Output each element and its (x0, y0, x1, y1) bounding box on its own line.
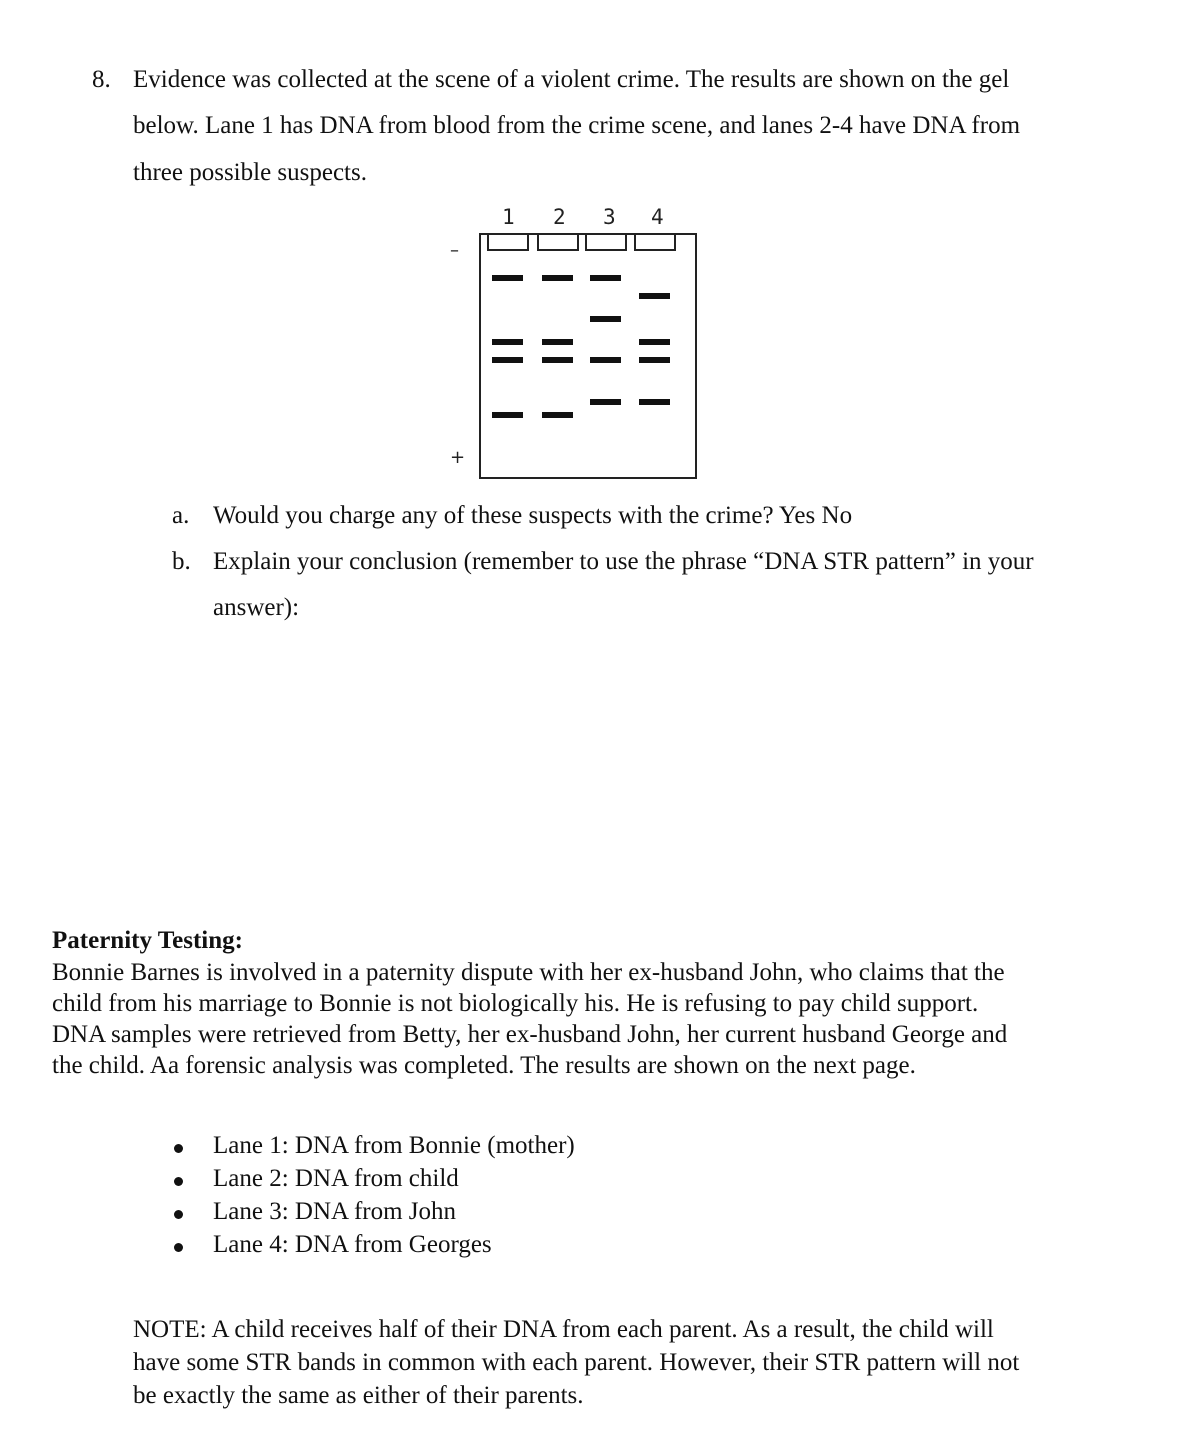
gel-band-lane-1 (492, 339, 523, 345)
positive-electrode-label: + (450, 447, 466, 468)
gel-band-lane-3 (590, 399, 621, 405)
gel-band-lane-1 (492, 412, 523, 418)
bullet-marker (174, 1210, 183, 1219)
lane-label-1: 1 (502, 205, 515, 229)
subquestion-b-line-1: Explain your conclusion (remember to use the phrase “DNA STR pattern” in your (213, 548, 1034, 575)
paternity-line-3: DNA samples were retrieved from Betty, her ex-husband John, her current husband George and (52, 1021, 1008, 1048)
note-line-2: have some STR bands in common with each parent. However, their STR pattern will not (133, 1349, 1020, 1376)
question-line-1: Evidence was collected at the scene of a violent crime. The results are shown on the gel (133, 66, 1010, 93)
gel-band-lane-4 (639, 293, 670, 299)
gel-band-lane-2 (542, 357, 573, 363)
gel-well-1 (487, 235, 529, 251)
subquestion-a-text: Would you charge any of these suspects with the crime? Yes No (213, 502, 853, 529)
gel-band-lane-1 (492, 275, 523, 281)
question-line-2: below. Lane 1 has DNA from blood from the crime scene, and lanes 2-4 have DNA from (133, 112, 1021, 139)
gel-well-2 (537, 235, 579, 251)
bullet-lane-4: Lane 4: DNA from Georges (213, 1231, 492, 1258)
gel-band-lane-4 (639, 357, 670, 363)
paternity-line-2: child from his marriage to Bonnie is not biologically his. He is refusing to pay child support. (52, 990, 979, 1017)
negative-electrode-label: – (450, 240, 459, 261)
paternity-line-1: Bonnie Barnes is involved in a paternity dispute with her ex-husband John, who claims that the (52, 959, 1005, 986)
gel-box (479, 233, 697, 479)
paternity-title: Paternity Testing: (52, 927, 243, 954)
gel-band-lane-2 (542, 339, 573, 345)
gel-band-lane-2 (542, 412, 573, 418)
gel-figure (440, 196, 710, 486)
lane-label-3: 3 (603, 205, 616, 229)
question-line-3: three possible suspects. (133, 159, 367, 186)
subquestion-a-label: a. (172, 502, 190, 529)
bullet-marker (174, 1243, 183, 1252)
bullet-marker (174, 1177, 183, 1186)
bullet-lane-1: Lane 1: DNA from Bonnie (mother) (213, 1132, 575, 1159)
note-line-1: NOTE: A child receives half of their DNA from each parent. As a result, the child will (133, 1316, 994, 1343)
gel-band-lane-2 (542, 275, 573, 281)
note-line-3: be exactly the same as either of their parents. (133, 1382, 584, 1409)
bullet-lane-2: Lane 2: DNA from child (213, 1165, 459, 1192)
gel-band-lane-3 (590, 357, 621, 363)
gel-well-3 (585, 235, 627, 251)
subquestion-b-label: b. (172, 548, 191, 575)
gel-band-lane-4 (639, 339, 670, 345)
lane-label-2: 2 (553, 205, 566, 229)
gel-band-lane-3 (590, 275, 621, 281)
gel-band-lane-1 (492, 357, 523, 363)
paternity-line-4: the child. Aa forensic analysis was completed. The results are shown on the next page. (52, 1052, 916, 1079)
subquestion-b-line-2: answer): (213, 594, 300, 621)
bullet-marker (174, 1144, 183, 1153)
bullet-lane-3: Lane 3: DNA from John (213, 1198, 457, 1225)
gel-band-lane-4 (639, 399, 670, 405)
gel-well-4 (634, 235, 676, 251)
lane-label-4: 4 (651, 205, 664, 229)
gel-band-lane-3 (590, 316, 621, 322)
question-number: 8. (92, 66, 111, 93)
